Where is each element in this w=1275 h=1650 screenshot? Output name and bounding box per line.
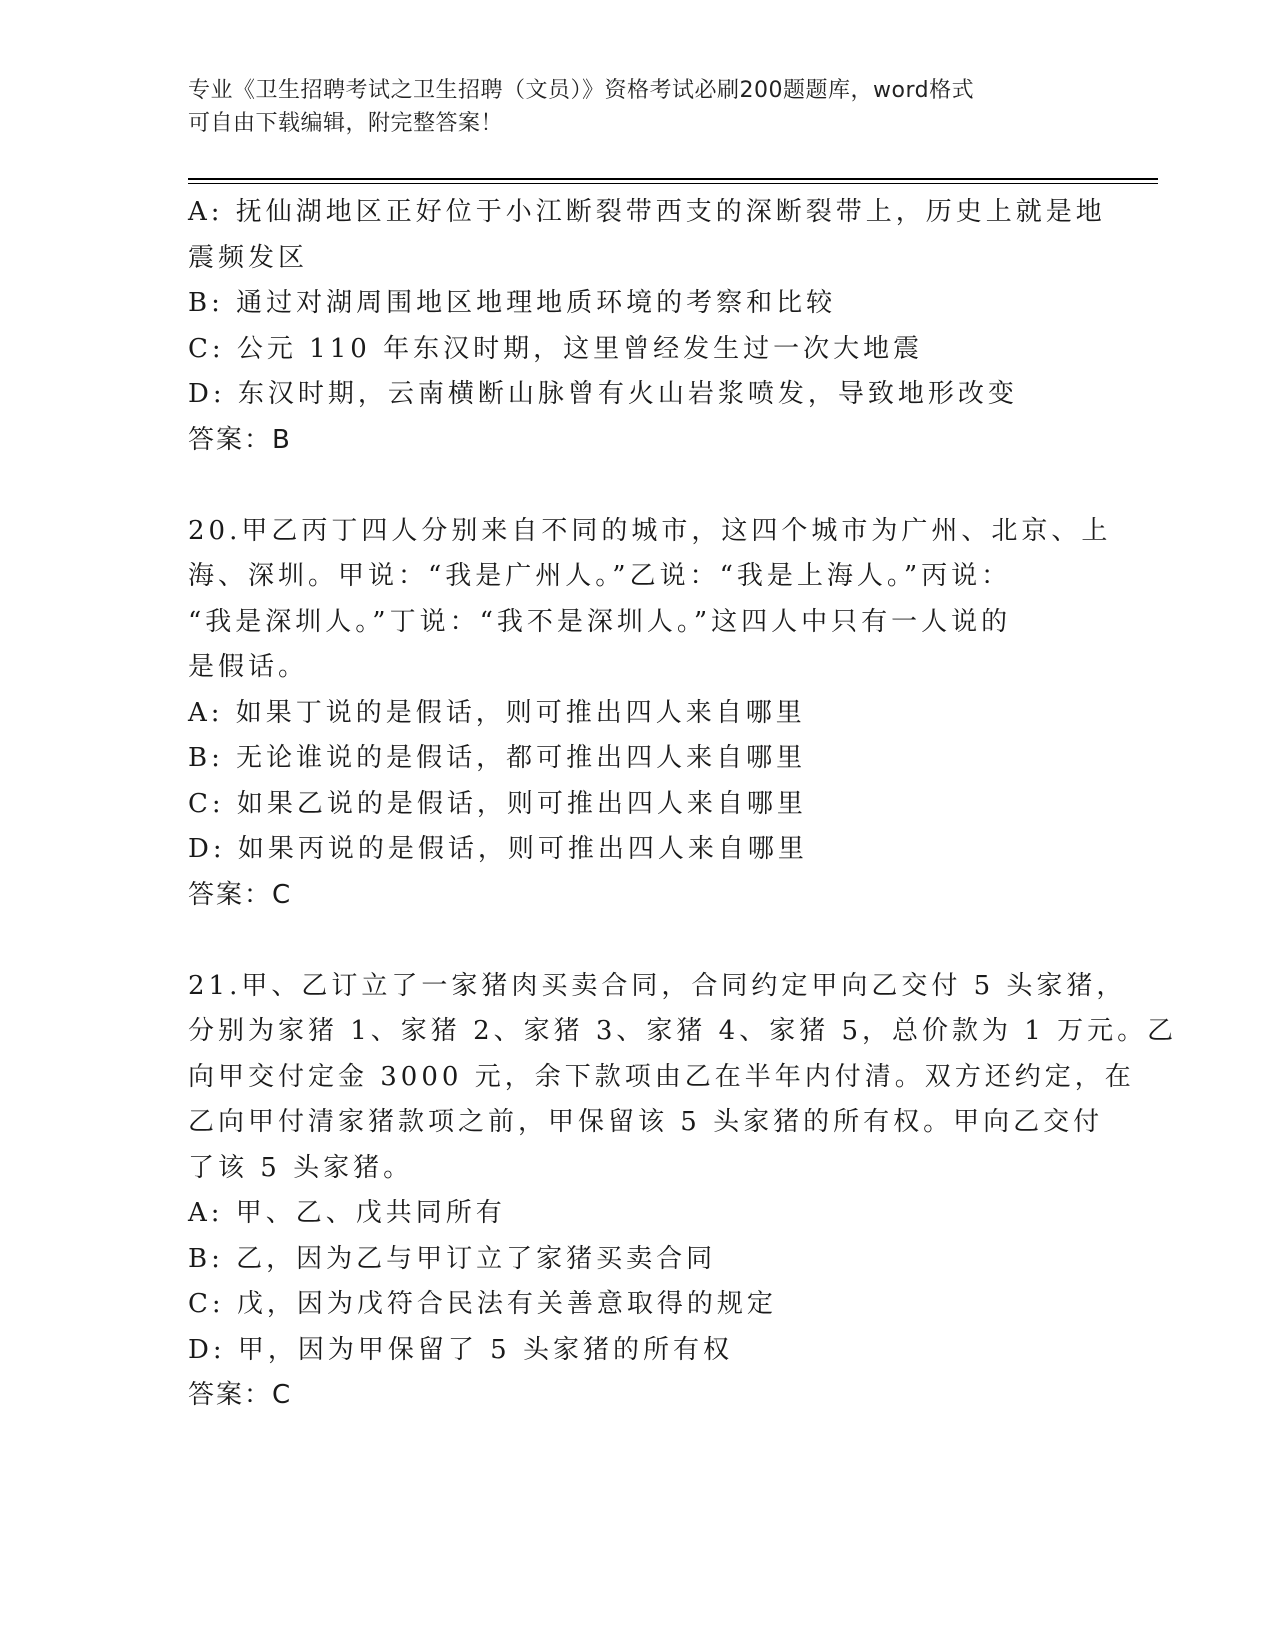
option-d: D: 甲，因为甲保留了 5 头家猪的所有权 — [188, 1334, 733, 1365]
spacer — [188, 463, 1088, 509]
spacer — [188, 918, 1088, 964]
question-stem-line: 乙向甲付清家猪款项之前，甲保留该 5 头家猪的所有权。甲向乙交付 — [188, 1107, 1104, 1137]
header-rule-thick — [188, 178, 1158, 180]
question-stem-line: 分别为家猪 1、家猪 2、家猪 3、家猪 4、家猪 5，总价款为 1 万元。乙 — [188, 1016, 1178, 1046]
option-a: A: 甲、乙、戊共同所有 — [188, 1198, 506, 1228]
question-stem-line: 是假话。 — [188, 652, 309, 682]
question-stem-line: 21.甲、乙订立了一家猪肉买卖合同，合同约定甲向乙交付 5 头家猪， — [188, 970, 1127, 1001]
question-21 — [188, 964, 1178, 1419]
option-d: D: 东汉时期，云南横断山脉曾有火山岩浆喷发，导致地形改变 — [188, 379, 1018, 409]
question-stem-line: 海、深圳。甲说：“我是广州人。”乙说：“我是上海人。”丙说： — [188, 561, 1012, 591]
option-c: C: 戊，因为戊符合民法有关善意取得的规定 — [188, 1289, 777, 1319]
question-19 — [188, 190, 1106, 463]
option-d: D: 如果丙说的是假话，则可推出四人来自哪里 — [188, 834, 808, 864]
answer: 答案：C — [188, 1380, 293, 1410]
header-line-1: 专业《卫生招聘考试之卫生招聘（文员）》资格考试必刷200题题库，word格式 — [188, 78, 975, 103]
option-a-line-2: 震频发区 — [188, 242, 309, 273]
question-stem-line: 向甲交付定金 3000 元，余下款项由乙在半年内付清。双方还约定，在 — [188, 1061, 1135, 1092]
question-stem-line: “我是深圳人。”丁说：“我不是深圳人。”这四人中只有一人说的 — [188, 606, 1012, 637]
header-line-2: 可自由下载编辑，附完整答案！ — [188, 111, 504, 136]
question-20 — [188, 509, 1112, 919]
option-a-line-1: A: 抚仙湖地区正好位于小江断裂带西支的深断裂带上，历史上就是地 — [188, 197, 1106, 227]
document-header — [188, 74, 1088, 140]
option-b: B: 通过对湖周围地区地理地质环境的考察和比较 — [188, 288, 837, 318]
document-body — [188, 190, 1178, 1419]
option-b: B: 乙，因为乙与甲订立了家猪买卖合同 — [188, 1243, 717, 1274]
option-c: C: 公元 110 年东汉时期，这里曾经发生过一次大地震 — [188, 333, 924, 364]
header-rule-thin — [188, 183, 1158, 184]
option-b: B: 无论谁说的是假话，都可推出四人来自哪里 — [188, 743, 807, 773]
option-a: A: 如果丁说的是假话，则可推出四人来自哪里 — [188, 697, 806, 728]
question-stem-line: 20.甲乙丙丁四人分别来自不同的城市，这四个城市为广州、北京、上 — [188, 515, 1112, 546]
option-c: C: 如果乙说的是假话，则可推出四人来自哪里 — [188, 788, 807, 819]
answer: 答案：B — [188, 424, 292, 455]
question-stem-line: 了该 5 头家猪。 — [188, 1152, 414, 1183]
answer: 答案：C — [188, 879, 293, 910]
